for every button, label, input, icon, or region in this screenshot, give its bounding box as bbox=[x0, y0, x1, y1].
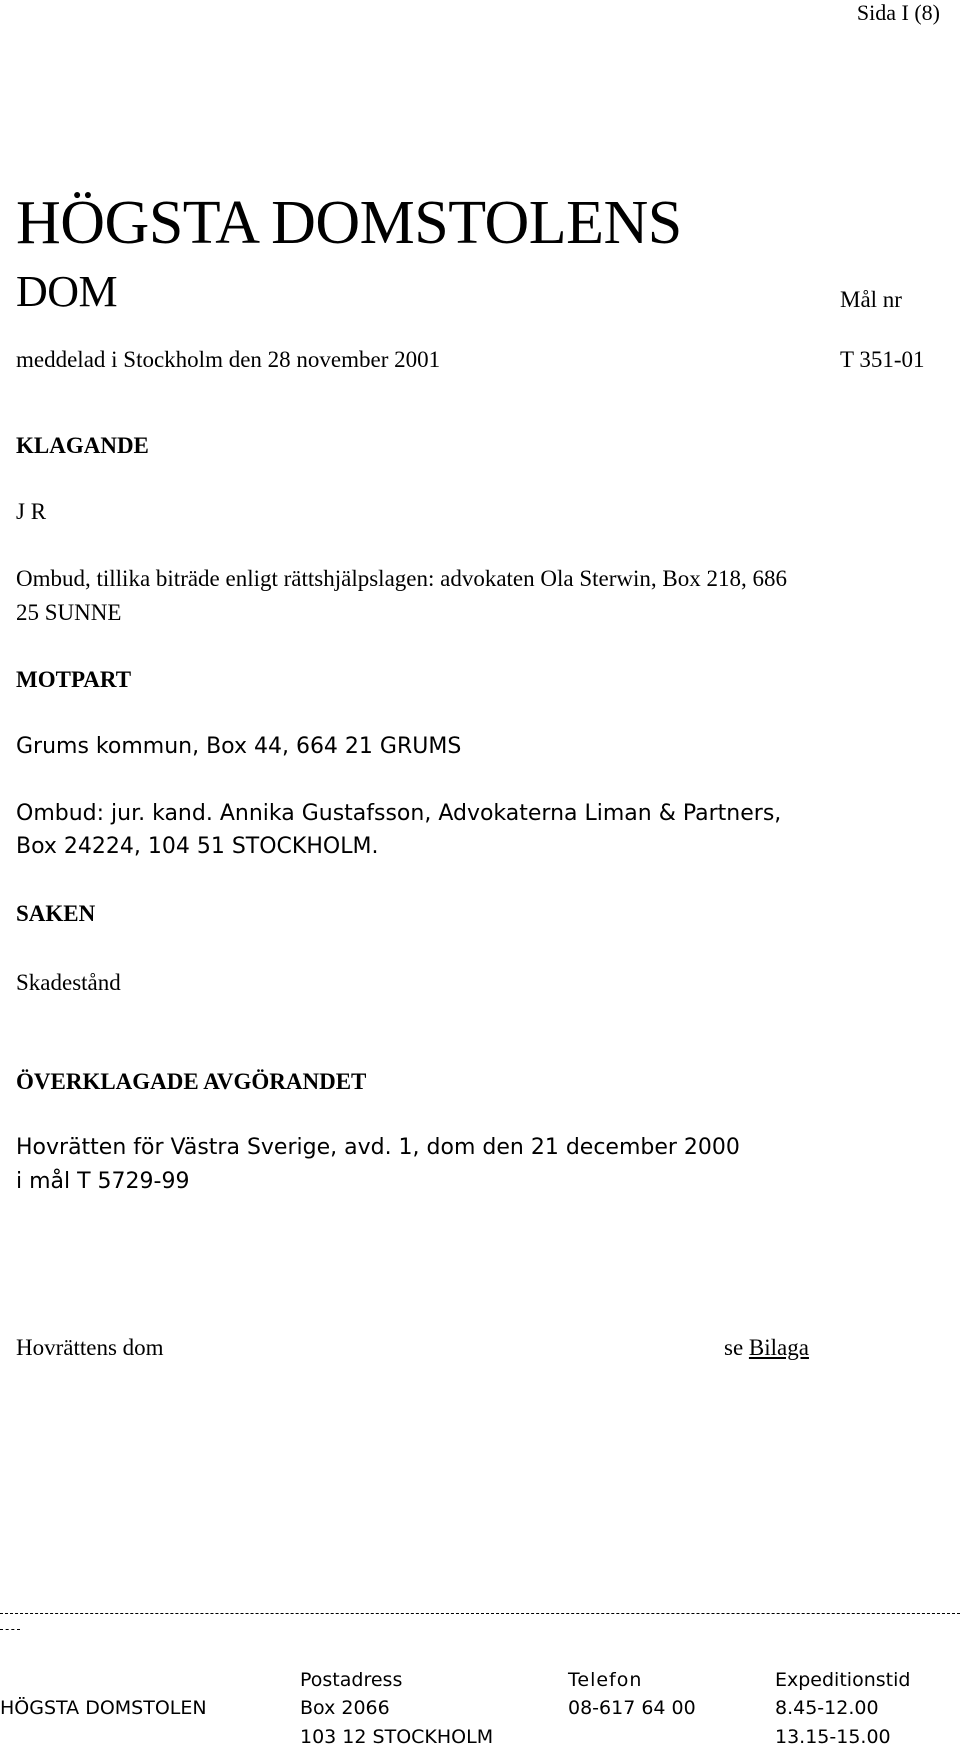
footer-hours-line1: 8.45-12.00 bbox=[775, 1697, 879, 1719]
bilaga-link[interactable]: Bilaga bbox=[748, 1335, 809, 1360]
klagande-representative-line1: Ombud, tillika biträde enligt rättshjälpslagen: advokaten Ola Sterwin, Box 218, 686 bbox=[16, 566, 787, 591]
footer-phone-header: Telefon bbox=[568, 1669, 643, 1691]
klagande-representative-line2: 25 SUNNE bbox=[16, 600, 122, 625]
attachment-reference bbox=[724, 1335, 809, 1361]
motpart-representative-line1: Ombud: jur. kand. Annika Gustafsson, Advokaterna Liman & Partners, bbox=[16, 801, 782, 826]
klagande-heading: KLAGANDE bbox=[16, 433, 149, 458]
overklagade-line2: i mål T 5729-99 bbox=[16, 1169, 190, 1194]
document-type: DOM bbox=[16, 267, 118, 316]
saken-heading: SAKEN bbox=[16, 901, 96, 926]
hovrattens-dom-label: Hovrättens dom bbox=[16, 1335, 164, 1360]
footer-postal-header: Postadress bbox=[300, 1669, 403, 1691]
saken-value: Skadestånd bbox=[16, 970, 121, 995]
footer-hours-header: Expeditionstid bbox=[775, 1669, 911, 1691]
footer-postal-line1: Box 2066 bbox=[300, 1697, 390, 1719]
motpart-name: Grums kommun, Box 44, 664 21 GRUMS bbox=[16, 734, 462, 759]
footer-hours-line2: 13.15-15.00 bbox=[775, 1726, 891, 1748]
page-indicator: Sida I (8) bbox=[856, 0, 940, 25]
case-number: T 351-01 bbox=[840, 347, 925, 372]
see-prefix: se bbox=[724, 1335, 744, 1360]
overklagade-line1: Hovrätten för Västra Sverige, avd. 1, dom den 21 december 2000 bbox=[16, 1135, 740, 1160]
motpart-representative-line2: Box 24224, 104 51 STOCKHOLM. bbox=[16, 834, 379, 859]
klagande-name: J R bbox=[16, 499, 47, 524]
motpart-heading: MOTPART bbox=[16, 667, 132, 692]
overklagade-heading: ÖVERKLAGADE AVGÖRANDET bbox=[16, 1069, 367, 1094]
footer-divider bbox=[0, 1613, 960, 1614]
court-title: HÖGSTA DOMSTOLENS bbox=[16, 189, 682, 257]
case-number-label: Mål nr bbox=[840, 287, 902, 312]
issued-date-line: meddelad i Stockholm den 28 november 2001 bbox=[16, 347, 441, 372]
footer-divider-tail bbox=[0, 1629, 20, 1630]
footer-postal-line2: 103 12 STOCKHOLM bbox=[300, 1726, 494, 1748]
footer-phone: 08-617 64 00 bbox=[568, 1697, 696, 1719]
footer-organization: HÖGSTA DOMSTOLEN bbox=[0, 1697, 207, 1719]
